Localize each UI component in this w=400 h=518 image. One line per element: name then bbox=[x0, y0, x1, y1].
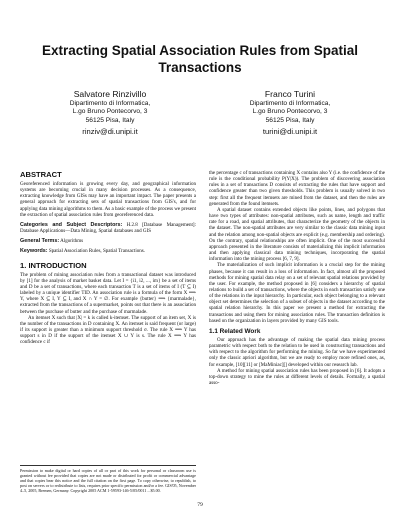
introduction-paragraph: The problem of mining association rules from a transactional dataset was introduced by [1] for the analysis of market basket data. Let I = {i1, i2, ..., im} be a set of items and D be a set of transactions, where each transaction T is a set of items of I (T ⊆ I) labeled by a unique identifier TID. An association rule is a formula of the form X ⟹ Y, where X ⊆ I, Y ⊆ I, and X ∩ Y = ∅. For example {butter} ⟹ {marmalade}, extracted from the transactions of a supermarket, points out that there is an association between the purchase of butter and the purchase of marmalade. bbox=[20, 271, 196, 315]
introduction-paragraph: An itemset X such that |X| = k is called k-itemset. The support of an item set, X is the number of the transactions in D containing X. An itemset is said frequent (or large) if its support is greater than a minimum support threshold σ. The rule X ⟹ Y has support s in D if the support of the itemset X ∪ Y is s. The rule X ⟹ Y has confidence c if bbox=[20, 314, 196, 346]
keywords-label: Keywords: bbox=[20, 248, 48, 255]
categories-line bbox=[20, 222, 196, 234]
related-work-paragraph: Our approach has the advantage of making the spatial data mining process parametric with respect both to the relation to be used in constructing transactions and with respect to the algorithm for performing the mining. So far we have experimented only the classic apriori algorithm, but we are ready to employ more refined ones, as, for example, [10][11] or [MaMiniac][] developed within our research lab. bbox=[209, 336, 385, 368]
author-affiliation-line: L.go Bruno Pontecorvo, 3 bbox=[252, 108, 328, 116]
body-paragraph: A spatial dataset contains extended objects like points, lines, and polygons that have two types of attributes: non-spatial attributes, such as name, length and traffic rate for a road, and spatial attributes, that characterize the geometry of the objects in the dataset. The non-spatial attributes are very similar to the classic data mining input and the relation among non-spatial objects are explicit (e.g. membership and ordering). On the contrary, spatial relationships are often implicit. One of the most successful approach presented in the literature consists of materializing this implicit information and then applying classical data mining techniques, incorporating the spatial information into the mining process [6, 7, 9]. bbox=[209, 206, 385, 263]
author-affiliation-line: Dipartimento di Informatica, bbox=[69, 100, 151, 107]
author-2 bbox=[200, 89, 380, 137]
abstract-text: Georeferenced information is growing every day, and geographical information systems are becoming crucial in many decision processes. As a consequence, extracting knowledge from GISs may have an important impact. The paper presents a general approach for extracting sets of spatial transactions from GIS's, and for applying data mining algorithms to them. As a basic example of the process we present the extraction of spatial association rules from georeferenced data. bbox=[20, 181, 196, 218]
categories-text: H.2.8 [Database Management]: Database Applications—Data Mining, Spatial databases and GIS bbox=[20, 221, 197, 235]
author-email: rinziv@di.unipi.it bbox=[82, 126, 138, 136]
general-terms-text: Algorithms bbox=[60, 238, 84, 245]
page-number: 79 bbox=[197, 502, 203, 508]
body-paragraph: the percentage c of transactions containing X contains also Y (i.e. the confidence of the rule is the conditional probability P(Y|X)). The problem of discovering association rules in a set of transactions D consists of extracting the rules that have support and confidence greater than two given thresholds. This problem is usually solved in two step: first all the frequent itemsets are mined from the dataset, and then the rules are generated from the found itemsets. bbox=[209, 170, 385, 207]
paper-title: Extracting Spatial Association Rules from Spatial Transactions bbox=[41, 43, 359, 75]
author-affiliation-line: L.go Bruno Pontecorvo, 3 bbox=[72, 108, 148, 116]
left-column bbox=[20, 170, 196, 345]
permission-footnote: Permission to make digital or hard copies of all or part of this work for personal or classroom use is granted without fee provided that copies are not made or distributed for profit or commercial advantage and that copies bear this notice and the full citation on the first page. To copy otherwise, to republish, to post on servers or to redistribute to lists, requires prior specific permission and/or a fee. GIS'05, November 4–5, 2005, Bremen, Germany. Copyright 2005 ACM 1-59593-146-5/05/0011 ...$5.00. bbox=[20, 465, 196, 493]
related-work-heading: 1.1 Related Work bbox=[209, 327, 261, 335]
introduction-heading: 1. INTRODUCTION bbox=[20, 260, 87, 270]
categories-label: Categories and Subject Descriptors: bbox=[20, 221, 123, 228]
author-affiliation-line: Dipartimento di Informatica, bbox=[249, 100, 331, 107]
author-affiliation-line: 56125 Pisa, Italy bbox=[265, 116, 315, 124]
author-1 bbox=[20, 89, 200, 137]
author-name: Franco Turini bbox=[264, 89, 316, 99]
author-email: turini@di.unipi.it bbox=[262, 126, 318, 136]
author-affiliation-line: 56125 Pisa, Italy bbox=[85, 116, 135, 124]
author-name: Salvatore Rinzivillo bbox=[73, 89, 147, 99]
abstract-heading: ABSTRACT bbox=[20, 170, 62, 179]
related-work-paragraph: A method for mining spatial association rules has been proposed in [6]. It adopts a top-down strategy to mine the rules at different levels of details. Formally, a spatial asso- bbox=[209, 367, 385, 386]
general-terms-label: General Terms: bbox=[20, 238, 60, 245]
right-column bbox=[209, 170, 385, 386]
body-paragraph: The materialization of such implicit information is a crucial step for the mining phases, because it can result in a loss of information. In fact, almost all the proposed methods for mining spatial data relay on a set of relevant spatial relations provided by the user. For example, the method proposed in [6] considers a hierarchy of spatial relations to build a set of transactions, where the objects in each transaction satisfy one of the relations in the input hierarchy. In particular, each object belonging to a relevant object set determines the selection of a subset of objects in the dataset according to the spatial relation hierarchy. In this paper we present a method for extracting the transactions and using them for mining association rules. The transaction definition is based on the organization in layers provided by many GIS tools. bbox=[209, 262, 385, 324]
keywords-text: Spatial Association Rules, Spatial Transactions. bbox=[48, 248, 145, 255]
